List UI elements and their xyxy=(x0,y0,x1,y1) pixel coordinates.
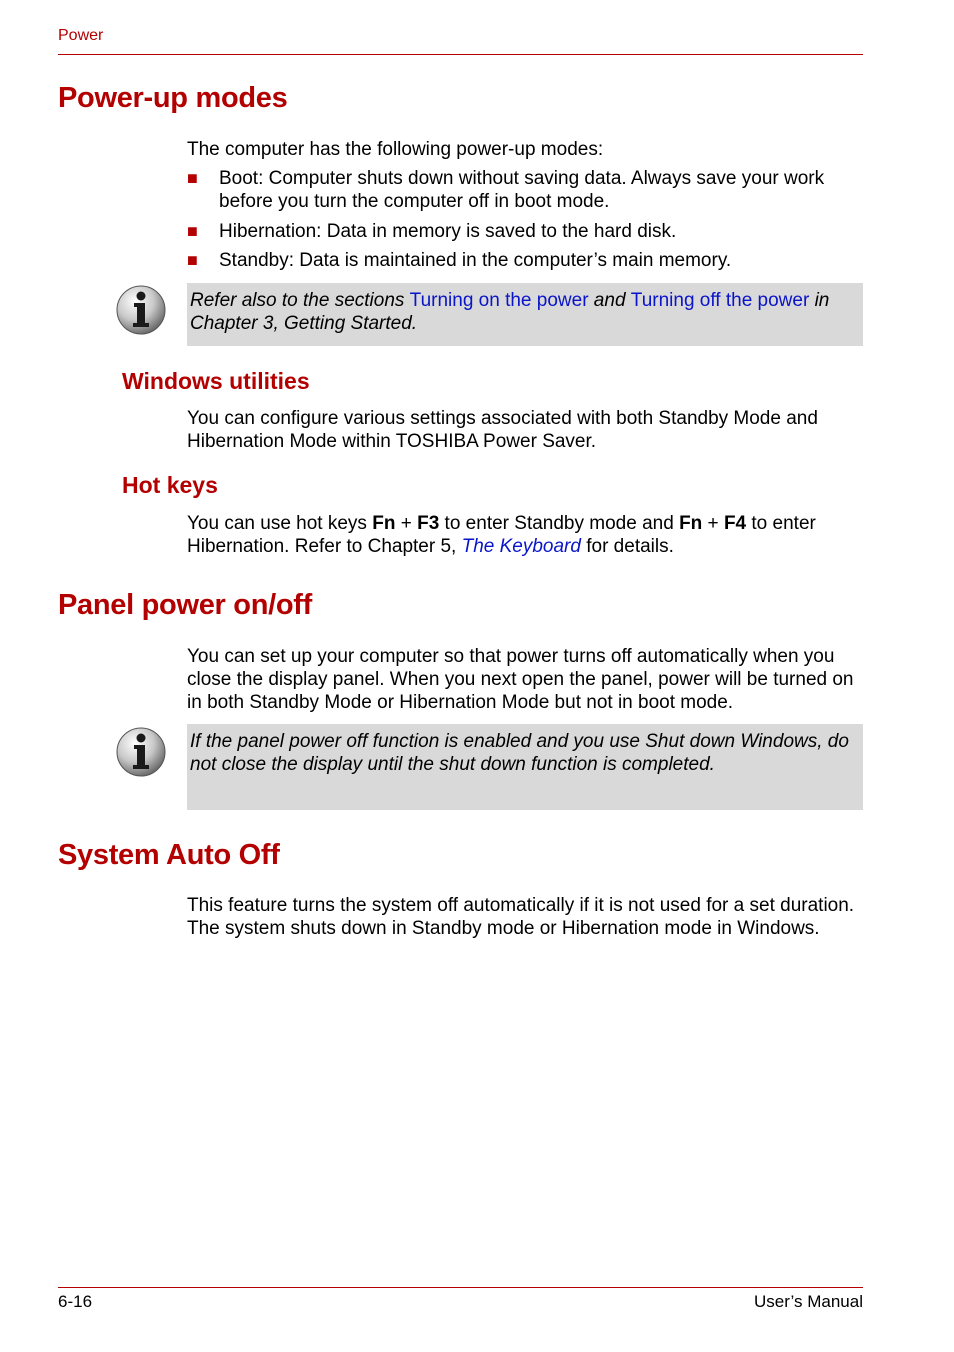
note-text xyxy=(190,289,858,335)
note-box xyxy=(187,724,863,810)
key-fn: Fn xyxy=(372,513,396,534)
heading-hot-keys: Hot keys xyxy=(122,472,218,498)
system-auto-off-text: This feature turns the system off automatically if it is not used for a set duration. The system shuts down in Standby mode or Hibernation mode in Windows. xyxy=(187,895,855,939)
text-run: + xyxy=(702,513,724,534)
note-text-part: Refer also to the sections xyxy=(190,290,410,311)
text-run: to enter Standby mode and xyxy=(439,513,680,534)
list-item-text: Standby: Data is maintained in the computer’s main memory. xyxy=(219,250,732,271)
link-the-keyboard[interactable]: The Keyboard xyxy=(461,536,581,557)
hot-keys-text xyxy=(187,512,867,558)
heading-windows-utilities: Windows utilities xyxy=(122,368,310,394)
heading-panel-power: Panel power on/off xyxy=(58,589,313,621)
bullet-square: ■ xyxy=(187,250,198,270)
info-icon xyxy=(115,726,167,778)
bullet-square: ■ xyxy=(187,221,198,241)
windows-utilities-text: You can configure various settings associated with both Standby Mode and Hibernation Mode within TOSHIBA Power Saver. xyxy=(187,408,818,452)
heading-system-auto-off: System Auto Off xyxy=(58,839,280,871)
running-header: Power xyxy=(58,27,104,44)
text-run: to enter Hibernation. Refer to Chapter 5, xyxy=(187,513,816,557)
panel-power-text: You can set up your computer so that power turns off automatically when you close the display panel. When you next open the panel, power will be turned on in both Standby Mode or Hibernation Mode but not in boot mode. xyxy=(187,646,854,713)
note-text-part: in Chapter 3, Getting Started. xyxy=(190,290,830,334)
header-rule xyxy=(58,54,863,55)
link-turning-off-power[interactable]: Turning off the power xyxy=(630,290,810,311)
text-run: for details. xyxy=(580,536,674,557)
text-run: + xyxy=(395,513,418,534)
power-up-intro: The computer has the following power-up modes: xyxy=(187,139,604,160)
heading-power-up-modes: Power-up modes xyxy=(58,82,288,114)
footer-rule xyxy=(58,1287,863,1288)
note-text-part: and xyxy=(588,290,631,311)
info-icon xyxy=(115,284,167,336)
list-item-text: Boot: Computer shuts down without saving data. Always save your work before you turn the computer off in boot mode. xyxy=(219,168,825,212)
page-number: 6-16 xyxy=(58,1292,93,1311)
key-f4: F4 xyxy=(723,513,747,534)
link-turning-on-power[interactable]: Turning on the power xyxy=(409,290,589,311)
text-run: You can use hot keys xyxy=(187,513,373,534)
key-fn: Fn xyxy=(679,513,703,534)
manual-title: User’s Manual xyxy=(754,1292,863,1311)
note-box xyxy=(187,283,863,346)
list-item-text: Hibernation: Data in memory is saved to the hard disk. xyxy=(219,221,677,242)
key-f3: F3 xyxy=(417,513,440,534)
note-text: If the panel power off function is enabled and you use Shut down Windows, do not close the display until the shut down function is completed. xyxy=(190,731,849,775)
bullet-square: ■ xyxy=(187,168,198,188)
